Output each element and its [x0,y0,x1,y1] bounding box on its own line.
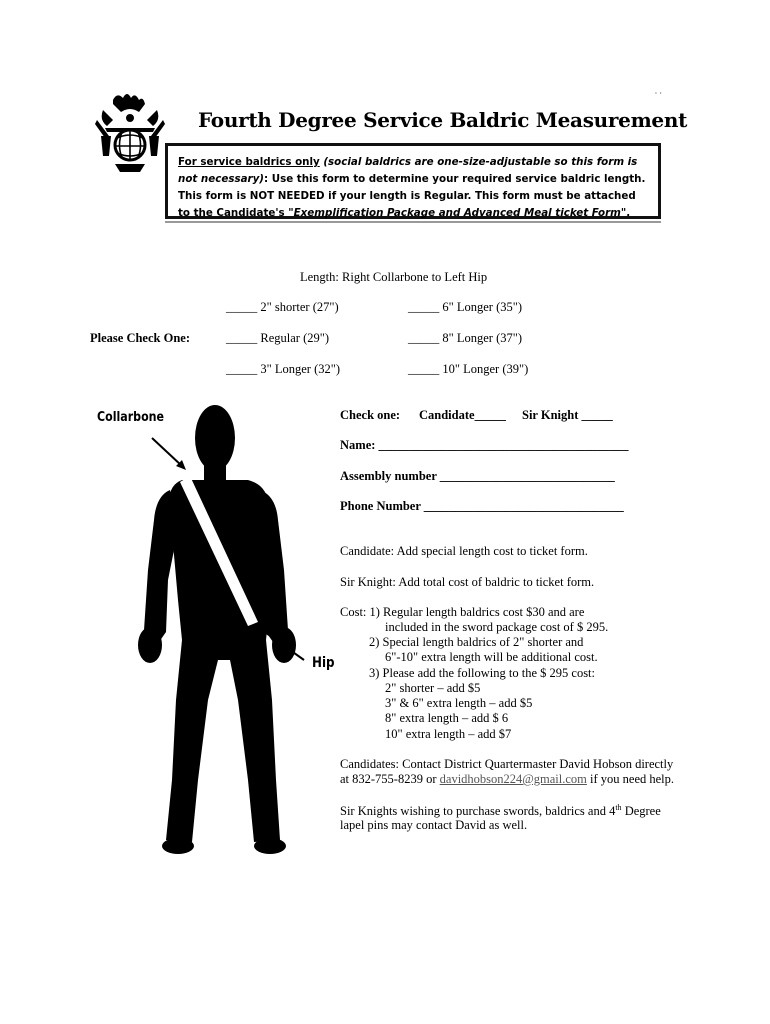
option-8-longer[interactable]: _____ 8" Longer (37") [408,331,523,345]
notice-form-name: "Exemplification Package and Advanced Meal ticket Form" [288,207,627,219]
candidate-checkbox[interactable]: Candidate_____ [419,408,506,422]
option-2-shorter[interactable]: _____ 2" shorter (27") [226,300,339,314]
please-check-label: Please Check One: [90,331,190,345]
cost-line-1a: Cost: 1) Regular length baldrics cost $30 and are [340,605,585,619]
sir-knight-instruction: Sir Knight: Add total cost of baldric to ticket form. [340,575,595,589]
cost-line-3a: 3) Please add the following to the $ 295 cost: [369,666,596,680]
page-title: Fourth Degree Service Baldric Measurement [198,108,688,132]
check-one-label: Check one: [340,408,401,422]
sir-knights-line-2: lapel pins may contact David as well. [340,818,528,832]
notice-italic: (social baldrics are one-size-adjustable so this form is not necessary) [178,156,638,185]
hip-label: Hip [312,655,335,671]
email-link[interactable]: davidhobson224@gmail.com [439,772,587,786]
phone-number-field[interactable]: Phone Number ________________________________ [340,499,624,513]
contact-line-2 [340,772,674,787]
sk-text-b: Degree [621,804,661,819]
cost-line-2b: 6"-10" extra length will be additional cost. [385,650,598,664]
collarbone-label: Collarbone [97,410,165,425]
option-3-longer[interactable]: _____ 3" Longer (32") [226,362,341,376]
price-2-shorter: 2" shorter – add $5 [385,681,481,695]
notice-underlined: For service baldrics only [178,156,320,168]
option-regular[interactable]: _____ Regular (29") [226,331,329,345]
name-field[interactable]: Name: ________________________________________ [340,438,629,452]
notice-box [165,143,661,219]
option-6-longer[interactable]: _____ 6" Longer (35") [408,300,523,314]
knights-emblem-logo [95,90,165,175]
contact-phone-text: at 832-755-8239 or [340,772,440,786]
cost-line-1b: included in the sword package cost of $ 295. [385,620,609,634]
candidate-instruction: Candidate: Add special length cost to ticket form. [340,544,588,558]
sir-knight-checkbox[interactable]: Sir Knight _____ [522,408,613,422]
price-10-extra: 10" extra length – add $7 [385,727,512,741]
notice-text: : Use this form to determine your required service baldric length. This form is NOT NEEDED if your length is Regular. This form must be attached to the Candidate's [178,173,646,219]
notice-period: . [626,207,631,219]
sk-text-a: Sir Knights wishing to purchase swords, baldrics and 4 [340,804,616,819]
assembly-number-field[interactable]: Assembly number ____________________________ [340,469,615,483]
length-label: Length: Right Collarbone to Left Hip [300,270,488,284]
option-10-longer[interactable]: _____ 10" Longer (39") [408,362,529,376]
price-8-extra: 8" extra length – add $ 6 [385,711,509,725]
corner-marks: · · [654,89,662,98]
contact-line-1: Candidates: Contact District Quartermaster David Hobson directly [340,757,674,771]
sir-knights-line-1 [340,803,661,819]
contact-help-text: if you need help. [586,772,675,786]
notice-shadow-line [165,221,661,223]
cost-line-2a: 2) Special length baldrics of 2" shorter and [369,635,584,649]
price-3-6-extra: 3" & 6" extra length – add $5 [385,696,533,710]
sk-superscript: th [615,803,622,812]
body-silhouette-figure [130,400,320,860]
